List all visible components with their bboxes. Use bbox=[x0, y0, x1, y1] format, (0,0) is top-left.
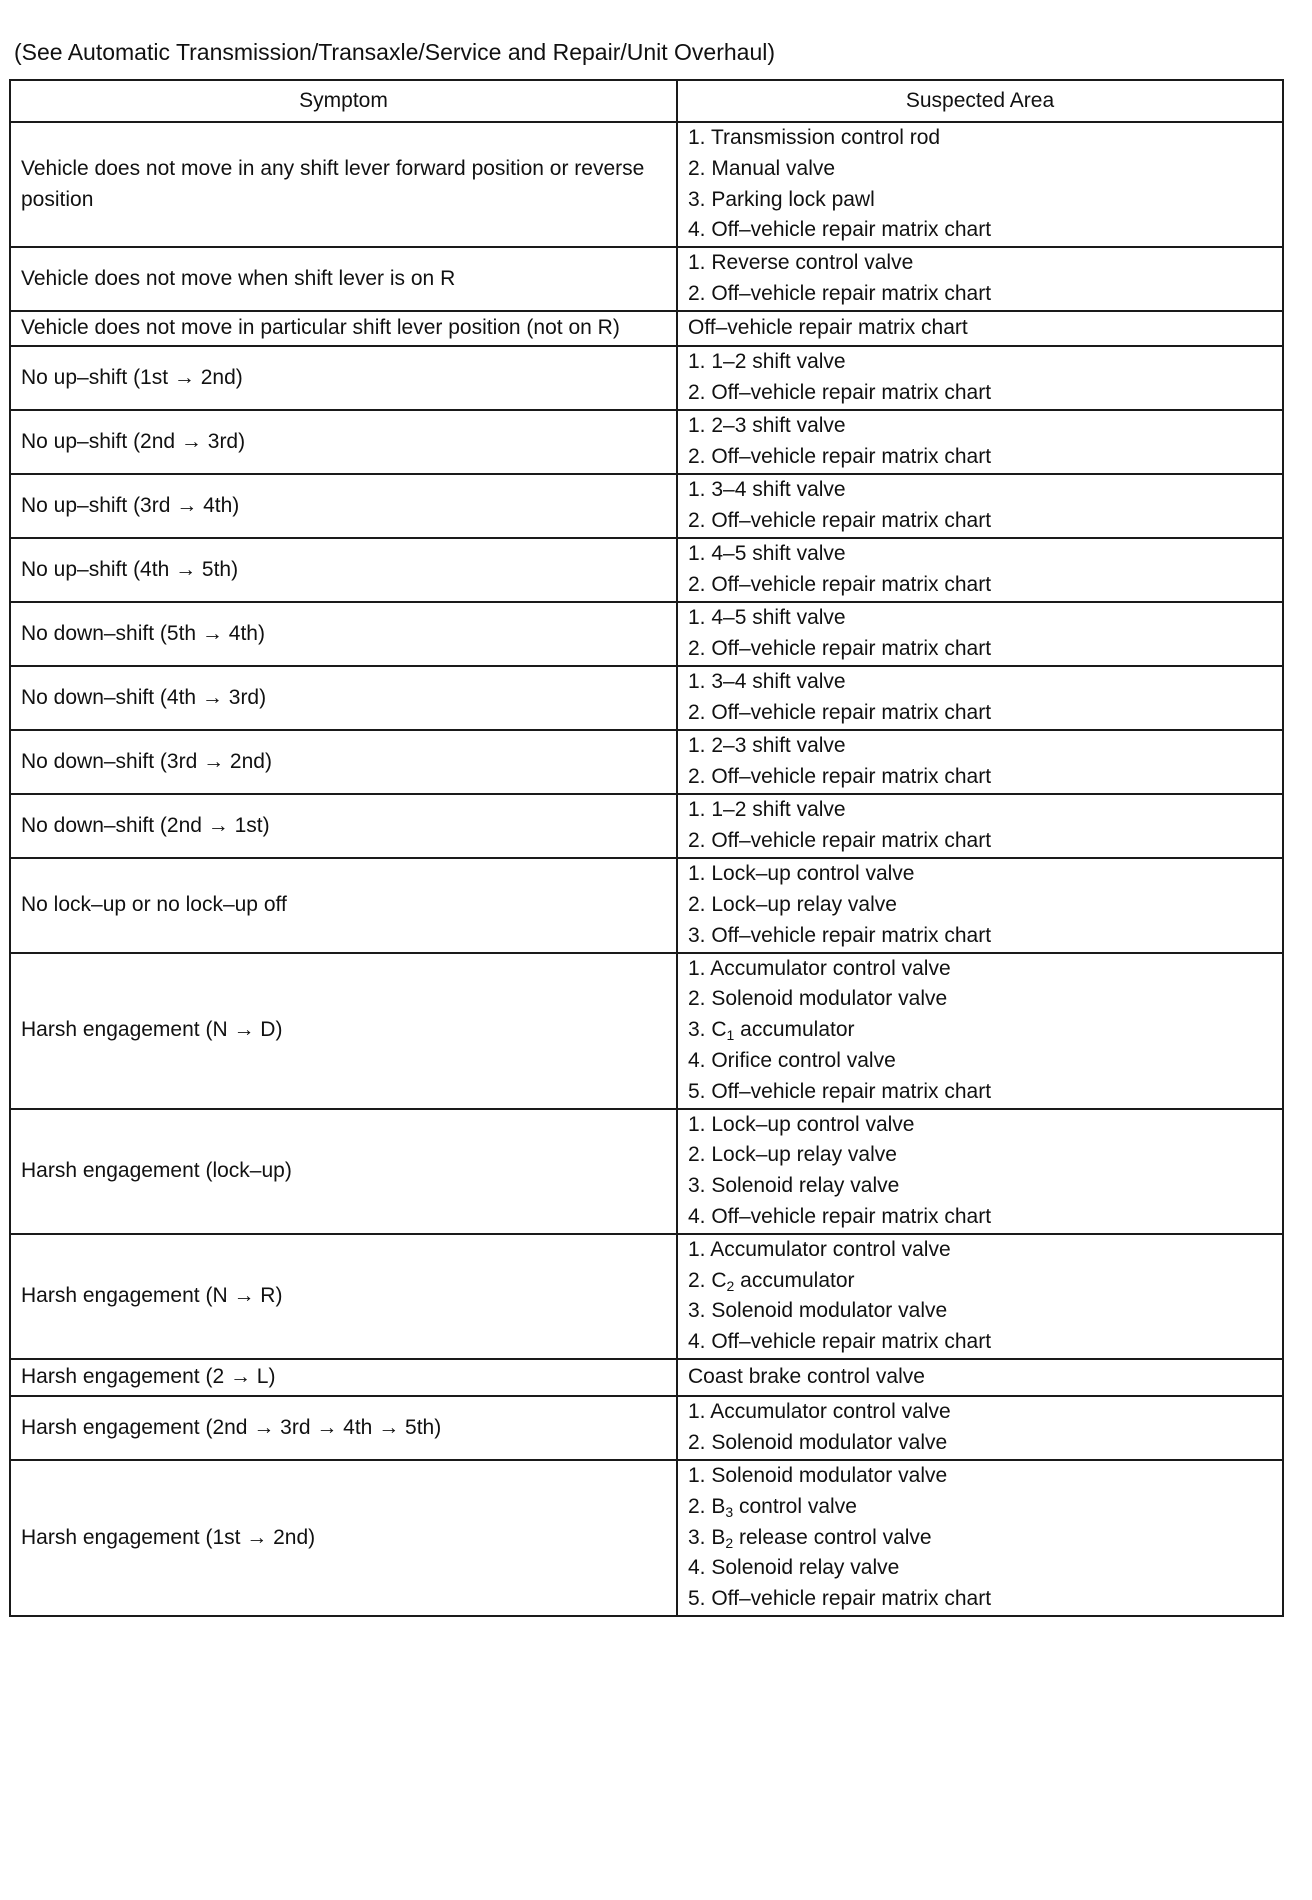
symptom-cell bbox=[10, 1359, 677, 1396]
table-row bbox=[10, 953, 1283, 1109]
symptom-cell bbox=[10, 1396, 677, 1460]
suspected-area-item: 1. Accumulator control valve bbox=[688, 1400, 951, 1424]
suspected-area-cell bbox=[677, 474, 1283, 538]
suspected-area-item: 5. Off–vehicle repair matrix chart bbox=[688, 1079, 992, 1103]
suspected-area-item: 1. 3–4 shift valve bbox=[688, 478, 846, 502]
symptom-cell bbox=[10, 538, 677, 602]
suspected-area-item: 2. Lock–up relay valve bbox=[688, 892, 897, 916]
suspected-area-item: Coast brake control valve bbox=[688, 1365, 925, 1389]
suspected-area-cell bbox=[677, 1396, 1283, 1460]
symptom-cell bbox=[10, 1234, 677, 1359]
table-row bbox=[10, 1396, 1283, 1460]
symptom-cell bbox=[10, 410, 677, 474]
suspected-area-cell bbox=[677, 1359, 1283, 1396]
symptom-text: Harsh engagement (lock–up) bbox=[21, 1158, 292, 1182]
suspected-area-item: 1. 2–3 shift valve bbox=[688, 734, 846, 758]
suspected-area-cell bbox=[677, 122, 1283, 247]
suspected-area-item: 4. Off–vehicle repair matrix chart bbox=[688, 218, 992, 242]
area-item-text: 3. B bbox=[688, 1525, 726, 1549]
table-row bbox=[10, 730, 1283, 794]
area-item-subscript: 2 bbox=[726, 1277, 735, 1294]
symptom-cell bbox=[10, 953, 677, 1109]
reference-note: (See Automatic Transmission/Transaxle/Service and Repair/Unit Overhaul) bbox=[14, 39, 776, 65]
table-header bbox=[10, 80, 1283, 122]
table-row bbox=[10, 474, 1283, 538]
symptom-text: No lock–up or no lock–up off bbox=[21, 892, 287, 916]
suspected-area-item: 4. Off–vehicle repair matrix chart bbox=[688, 1330, 992, 1354]
suspected-area-cell bbox=[677, 953, 1283, 1109]
suspected-area-item: 2. Solenoid modulator valve bbox=[688, 987, 948, 1011]
suspected-area-item: 1. Accumulator control valve bbox=[688, 1237, 951, 1261]
table-row bbox=[10, 247, 1283, 311]
table-body bbox=[10, 122, 1283, 1616]
symptom-cell bbox=[10, 1109, 677, 1234]
table-row bbox=[10, 311, 1283, 346]
suspected-area-item: 1. Transmission control rod bbox=[688, 126, 941, 149]
suspected-area-cell bbox=[677, 410, 1283, 474]
table-row bbox=[10, 410, 1283, 474]
suspected-area-item: 2. Off–vehicle repair matrix chart bbox=[688, 765, 992, 789]
suspected-area-cell bbox=[677, 858, 1283, 952]
symptom-cell bbox=[10, 1460, 677, 1616]
suspected-area-item: 1. Reverse control valve bbox=[688, 251, 914, 275]
suspected-area-cell bbox=[677, 1460, 1283, 1616]
suspected-area-cell bbox=[677, 1109, 1283, 1234]
table-row bbox=[10, 858, 1283, 952]
symptom-table bbox=[9, 79, 1284, 1617]
header-row bbox=[10, 80, 1283, 122]
suspected-area-item: 4. Solenoid relay valve bbox=[688, 1556, 900, 1580]
symptom-column-header: Symptom bbox=[10, 80, 677, 122]
suspected-area-item: 3. Solenoid relay valve bbox=[688, 1174, 900, 1198]
table-row bbox=[10, 1460, 1283, 1616]
symptom-text: No down–shift (5th → 4th) bbox=[21, 621, 265, 645]
suspected-area-item: Off–vehicle repair matrix chart bbox=[688, 316, 968, 340]
symptom-text: No down–shift (2nd → 1st) bbox=[21, 813, 270, 837]
suspected-area-item: 3. Off–vehicle repair matrix chart bbox=[688, 923, 992, 947]
table-row bbox=[10, 538, 1283, 602]
suspected-area-cell bbox=[677, 794, 1283, 858]
symptom-text: Harsh engagement (N → R) bbox=[21, 1283, 283, 1307]
suspected-area-item: 3. Solenoid modulator valve bbox=[688, 1299, 948, 1323]
symptom-text: Harsh engagement (N → D) bbox=[21, 1018, 283, 1042]
table-row bbox=[10, 1359, 1283, 1396]
suspected-area-cell bbox=[677, 247, 1283, 311]
area-item-text: accumulator bbox=[734, 1018, 855, 1042]
area-item-subscript: 1 bbox=[726, 1027, 735, 1044]
suspected-area-item bbox=[688, 1523, 1272, 1554]
suspected-area-item: 1. Accumulator control valve bbox=[688, 956, 951, 980]
table-row bbox=[10, 602, 1283, 666]
symptom-cell bbox=[10, 794, 677, 858]
suspected-area-item: 5. Off–vehicle repair matrix chart bbox=[688, 1587, 992, 1611]
suspected-area-item: 1. 4–5 shift valve bbox=[688, 606, 846, 630]
area-item-text: release control valve bbox=[733, 1525, 932, 1549]
symptom-cell bbox=[10, 346, 677, 410]
table-row bbox=[10, 666, 1283, 730]
suspected-area-item: 3. Parking lock pawl bbox=[688, 187, 875, 211]
symptom-text: No up–shift (1st → 2nd) bbox=[21, 365, 243, 389]
suspected-area-item: 1. Solenoid modulator valve bbox=[688, 1463, 948, 1487]
symptom-text: Harsh engagement (2 → L) bbox=[21, 1365, 276, 1389]
suspected-area-item: 1. 4–5 shift valve bbox=[688, 542, 846, 566]
suspected-area-item: 1. 1–2 shift valve bbox=[688, 798, 846, 822]
symptom-text: Harsh engagement (1st → 2nd) bbox=[21, 1525, 316, 1549]
symptom-text: Vehicle does not move in any shift lever forward position or reverse position bbox=[21, 156, 645, 211]
area-item-text: accumulator bbox=[734, 1268, 855, 1292]
symptom-text: No down–shift (3rd → 2nd) bbox=[21, 749, 272, 773]
area-item-text: control valve bbox=[733, 1494, 857, 1518]
table-row bbox=[10, 794, 1283, 858]
suspected-area-cell bbox=[677, 602, 1283, 666]
symptom-text: Vehicle does not move in particular shift lever position (not on R) bbox=[21, 316, 620, 340]
suspected-area-item: 1. Lock–up control valve bbox=[688, 862, 915, 886]
suspected-area-item: 4. Orifice control valve bbox=[688, 1048, 896, 1072]
symptom-cell bbox=[10, 602, 677, 666]
suspected-area-cell bbox=[677, 730, 1283, 794]
area-item-text: 2. C bbox=[688, 1268, 727, 1292]
symptom-text: No up–shift (2nd → 3rd) bbox=[21, 429, 246, 453]
symptom-cell bbox=[10, 730, 677, 794]
area-item-subscript: 2 bbox=[725, 1534, 734, 1551]
symptom-text: No up–shift (4th → 5th) bbox=[21, 557, 239, 581]
suspected-area-item bbox=[688, 1492, 1272, 1523]
suspected-area-item: 1. Lock–up control valve bbox=[688, 1112, 915, 1136]
area-item-text: 3. C bbox=[688, 1018, 727, 1042]
suspected-area-item: 2. Off–vehicle repair matrix chart bbox=[688, 445, 992, 469]
symptom-text: Vehicle does not move when shift lever is on R bbox=[21, 266, 456, 290]
suspected-area-item bbox=[688, 1015, 1272, 1046]
table-row bbox=[10, 346, 1283, 410]
suspected-area-item: 1. 2–3 shift valve bbox=[688, 414, 846, 438]
area-item-subscript: 3 bbox=[725, 1503, 734, 1520]
suspected-area-cell bbox=[677, 346, 1283, 410]
suspected-area-item: 2. Off–vehicle repair matrix chart bbox=[688, 573, 992, 597]
table-row bbox=[10, 122, 1283, 247]
suspected-area-cell bbox=[677, 538, 1283, 602]
symptom-cell bbox=[10, 666, 677, 730]
suspected-area-column-header: Suspected Area bbox=[677, 80, 1283, 122]
suspected-area-item: 2. Off–vehicle repair matrix chart bbox=[688, 701, 992, 725]
symptom-cell bbox=[10, 122, 677, 247]
suspected-area-item: 2. Off–vehicle repair matrix chart bbox=[688, 509, 992, 533]
suspected-area-cell bbox=[677, 311, 1283, 346]
symptom-text: No up–shift (3rd → 4th) bbox=[21, 493, 240, 517]
table-row bbox=[10, 1109, 1283, 1234]
suspected-area-item: 2. Off–vehicle repair matrix chart bbox=[688, 282, 992, 306]
symptom-cell bbox=[10, 474, 677, 538]
suspected-area-item: 2. Off–vehicle repair matrix chart bbox=[688, 381, 992, 405]
suspected-area-item: 2. Off–vehicle repair matrix chart bbox=[688, 637, 992, 661]
suspected-area-item: 2. Off–vehicle repair matrix chart bbox=[688, 829, 992, 853]
suspected-area-item: 1. 1–2 shift valve bbox=[688, 350, 846, 374]
suspected-area-cell bbox=[677, 666, 1283, 730]
symptom-cell bbox=[10, 858, 677, 952]
suspected-area-cell bbox=[677, 1234, 1283, 1359]
suspected-area-item: 2. Lock–up relay valve bbox=[688, 1143, 897, 1167]
suspected-area-item: 2. Manual valve bbox=[688, 156, 836, 180]
suspected-area-item: 1. 3–4 shift valve bbox=[688, 670, 846, 694]
symptom-text: Harsh engagement (2nd → 3rd → 4th → 5th) bbox=[21, 1415, 442, 1439]
table-row bbox=[10, 1234, 1283, 1359]
suspected-area-item bbox=[688, 1266, 1272, 1297]
symptom-text: No down–shift (4th → 3rd) bbox=[21, 685, 267, 709]
suspected-area-item: 4. Off–vehicle repair matrix chart bbox=[688, 1204, 992, 1228]
suspected-area-item: 2. Solenoid modulator valve bbox=[688, 1430, 948, 1454]
symptom-cell bbox=[10, 247, 677, 311]
symptom-cell bbox=[10, 311, 677, 346]
area-item-text: 2. B bbox=[688, 1494, 726, 1518]
